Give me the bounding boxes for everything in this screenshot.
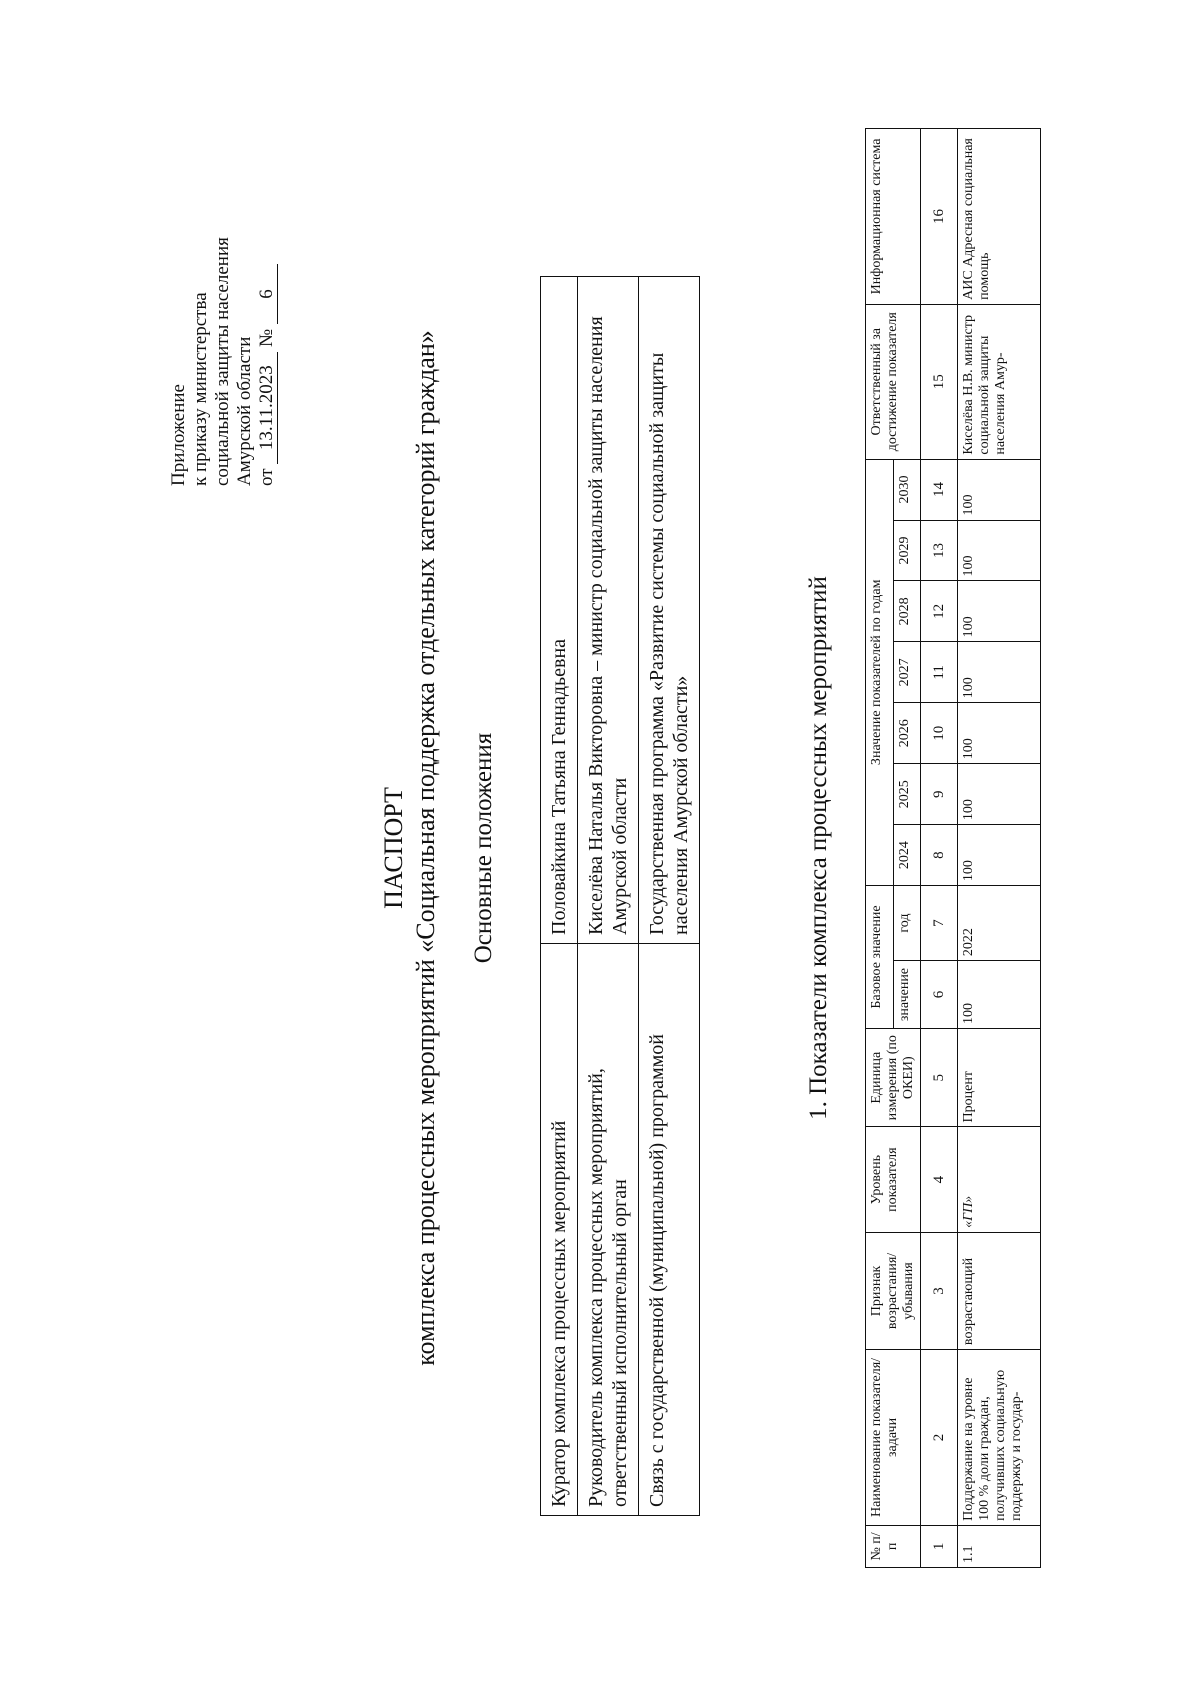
row-value: 100 <box>958 764 1041 825</box>
header-year: 2026 <box>893 703 921 764</box>
column-numbers-row <box>921 129 958 1568</box>
column-number: 10 <box>921 703 958 764</box>
column-number: 1 <box>921 1525 958 1567</box>
table-row <box>578 277 639 1516</box>
appendix-line-1: Приложение <box>168 384 189 486</box>
column-number: 14 <box>921 459 958 520</box>
row-value: 100 <box>958 459 1041 520</box>
header-num: № п/п <box>866 1525 921 1567</box>
row-value: 100 <box>958 581 1041 642</box>
column-number: 4 <box>921 1127 958 1232</box>
basic-provisions-table <box>540 276 700 1516</box>
table-row <box>639 277 700 1516</box>
row-value: 100 <box>958 825 1041 886</box>
header-year: 2024 <box>893 825 921 886</box>
row-name: Поддержание на уровне 100 % доли граждан, получивших социальную поддержку и государ- <box>958 1350 1041 1526</box>
header-base: Базовое значение <box>866 886 894 1029</box>
column-number: 3 <box>921 1232 958 1349</box>
table-row <box>958 129 1041 1568</box>
appendix-date-line <box>256 237 278 486</box>
column-number: 13 <box>921 520 958 581</box>
header-year: 2027 <box>893 642 921 703</box>
row-base-year: 2022 <box>958 886 1041 961</box>
column-number: 9 <box>921 764 958 825</box>
header-values: Значение показателей по годам <box>866 459 894 886</box>
order-date: 13.11.2023 <box>257 352 278 464</box>
indicators-section-title: 1. Показатели комплекса процессных мероприятий <box>805 576 832 1120</box>
row-responsible: Киселёва Н.В. министр социальной защиты населения Амур- <box>958 304 1041 459</box>
number-prefix: № <box>256 328 277 347</box>
row-value: 100 <box>958 520 1041 581</box>
header-year: 2028 <box>893 581 921 642</box>
appendix-header <box>168 237 278 486</box>
column-number: 6 <box>921 961 958 1029</box>
column-number: 15 <box>921 304 958 459</box>
row-unit: Процент <box>958 1029 1041 1127</box>
row-value: 100 <box>958 642 1041 703</box>
column-number: 5 <box>921 1029 958 1127</box>
header-unit: Единица измерения (по ОКЕИ) <box>866 1029 921 1127</box>
date-prefix: от <box>256 468 277 486</box>
appendix-line-4: Амурской области <box>234 336 255 486</box>
program-link-label: Связь с государственной (муниципальной) программой <box>639 944 700 1516</box>
order-number: 6 <box>257 264 278 324</box>
header-responsible: Ответственный за достижение показателя <box>866 304 921 459</box>
indicators-table <box>865 128 1041 1568</box>
head-label: Руководитель комплекса процессных мероприятий, ответственный исполнительный орган <box>578 944 639 1516</box>
header-sign: Признак возрастания/убывания <box>866 1232 921 1349</box>
header-year: 2029 <box>893 520 921 581</box>
column-number: 11 <box>921 642 958 703</box>
header-year: 2030 <box>893 459 921 520</box>
row-sign: возрастающий <box>958 1232 1041 1349</box>
title-line-1: ПАСПОРТ <box>379 787 408 909</box>
program-link-value: Государственная программа «Развитие системы социальной защиты населения Амурской области» <box>639 277 700 944</box>
title-line-2: комплекса процессных мероприятий «Социальная поддержка отдельных категорий граждан» <box>411 330 440 1366</box>
row-base-value: 100 <box>958 961 1041 1029</box>
curator-label: Куратор комплекса процессных мероприятий <box>541 944 578 1516</box>
header-row <box>866 129 894 1568</box>
table-row <box>541 277 578 1516</box>
header-system: Информационная система <box>866 129 921 305</box>
column-number: 8 <box>921 825 958 886</box>
column-number: 12 <box>921 581 958 642</box>
section-subtitle: Основные положения <box>470 732 497 964</box>
column-number: 7 <box>921 886 958 961</box>
appendix-line-2: к приказу министерства <box>190 292 211 486</box>
row-value: 100 <box>958 703 1041 764</box>
column-number: 16 <box>921 129 958 305</box>
header-year: 2025 <box>893 764 921 825</box>
column-number: 2 <box>921 1350 958 1526</box>
header-base-value: значение <box>893 961 921 1029</box>
row-num: 1.1 <box>958 1525 1041 1567</box>
document-title <box>378 0 442 1696</box>
header-base-year: год <box>893 886 921 961</box>
head-value: Киселёва Наталья Викторовна – министр социальной защиты населения Амурской области <box>578 277 639 944</box>
row-level: «ГП» <box>958 1127 1041 1232</box>
row-system: АИС Адресная социальная помощь <box>958 129 1041 305</box>
header-name: Наименование показателя/задачи <box>866 1350 921 1526</box>
appendix-line-3: социальной защиты населения <box>212 237 233 486</box>
header-level: Уровень показателя <box>866 1127 921 1232</box>
curator-value: Половайкина Татьяна Геннадьевна <box>541 277 578 944</box>
